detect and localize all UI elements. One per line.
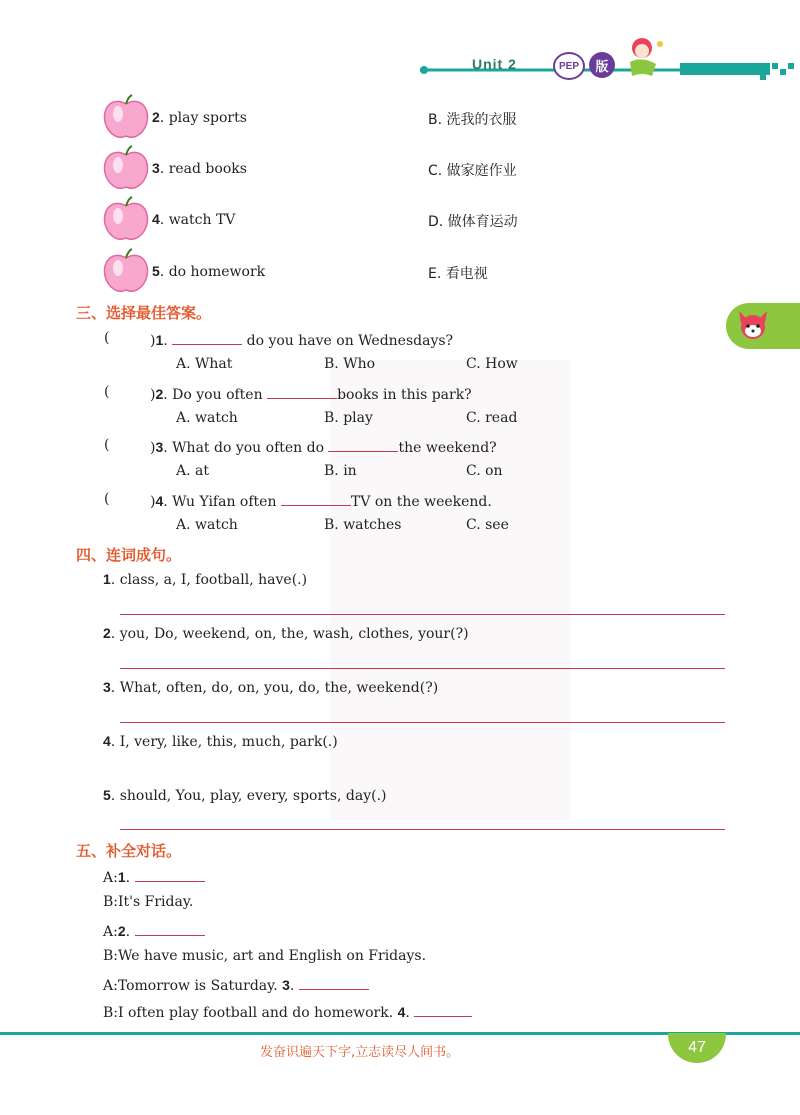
option-choice[interactable]: C. see — [466, 517, 509, 533]
speaker-label: A: — [103, 978, 118, 994]
fill-blank[interactable] — [299, 975, 369, 990]
fill-blank[interactable] — [414, 1002, 472, 1017]
item-number: 5 — [152, 263, 160, 279]
fill-blank[interactable] — [281, 491, 351, 506]
dialogue-line — [103, 921, 205, 940]
dialogue-line — [103, 894, 193, 910]
option-choice[interactable]: B. Who — [324, 356, 376, 372]
item-number: 3 — [152, 160, 160, 176]
question-text-after: books in this park? — [337, 387, 472, 403]
answer-paren-close: ) — [150, 333, 156, 349]
item-number: 3 — [103, 679, 111, 695]
answer-paren-close: ) — [150, 440, 156, 456]
question-number: 2 — [155, 386, 164, 402]
item-number: 2 — [152, 109, 160, 125]
answer-paren-close: ) — [150, 387, 156, 403]
question-text-before: . Do you often — [163, 387, 268, 403]
matching-answer: B. 洗我的衣服 — [428, 112, 517, 128]
answer-paren-open: ( — [104, 491, 110, 507]
sentence-item — [103, 787, 386, 804]
answer-paren-close: ) — [150, 494, 156, 510]
blank-number: 2 — [117, 923, 126, 939]
question-line — [150, 384, 472, 403]
matching-item — [152, 109, 247, 126]
apple-icon — [102, 248, 150, 294]
apple-icon — [102, 196, 150, 242]
sentence-item — [103, 733, 338, 750]
item-text: . do homework — [159, 264, 266, 280]
answer-writing-line[interactable] — [120, 829, 725, 830]
option-choice[interactable]: A. at — [176, 463, 209, 479]
option-choice[interactable]: C. read — [466, 410, 518, 426]
item-text: . watch TV — [159, 212, 236, 228]
question-line — [150, 330, 453, 349]
dialogue-text: Tomorrow is Saturday. — [117, 978, 283, 994]
apple-icon — [102, 145, 150, 191]
question-text-before: . What do you often do — [163, 440, 329, 456]
option-choice[interactable]: B. in — [324, 463, 357, 479]
answer-paren-open: ( — [104, 384, 110, 400]
edition-badge: 版 — [589, 52, 615, 78]
speaker-label: B: — [103, 1005, 119, 1021]
item-number: 2 — [103, 625, 111, 641]
item-number: 4 — [103, 733, 111, 749]
pep-badge: PEP — [553, 52, 585, 80]
blank-number: 1 — [117, 869, 126, 885]
question-line — [150, 437, 497, 456]
dialogue-text: It's Friday. — [118, 894, 194, 910]
option-choice[interactable]: A. watch — [176, 410, 238, 426]
matching-item — [152, 211, 235, 228]
dialogue-text: . — [125, 870, 135, 886]
item-number: 1 — [103, 571, 111, 587]
scrambled-words: . should, You, play, every, sports, day(.) — [110, 788, 387, 804]
option-choice[interactable]: B. play — [324, 410, 373, 426]
fill-blank[interactable] — [135, 921, 205, 936]
option-choice[interactable]: C. How — [466, 356, 518, 372]
cartoon-girl-icon — [620, 34, 670, 80]
fill-blank[interactable] — [135, 867, 205, 882]
question-number: 3 — [155, 439, 164, 455]
question-number: 4 — [155, 493, 164, 509]
answer-writing-line[interactable] — [120, 668, 725, 669]
speaker-label: B: — [103, 948, 119, 964]
footer-motto: 发奋识遍天下字,立志读尽人间书。 — [260, 1045, 460, 1060]
sentence-item — [103, 625, 469, 642]
question-text-before: . Wu Yifan often — [163, 494, 281, 510]
speaker-label: A: — [103, 924, 118, 940]
option-choice[interactable]: A. watch — [176, 517, 238, 533]
option-choice[interactable]: C. on — [466, 463, 503, 479]
matching-answer: E. 看电视 — [428, 266, 488, 282]
dialogue-line: A:Tomorrow is Saturday. 3. — [103, 975, 369, 994]
sentence-item — [103, 571, 307, 588]
unit-label: Unit 2 — [472, 56, 517, 72]
answer-paren-open: ( — [104, 330, 110, 346]
question-text-after: do you have on Wednesdays? — [242, 333, 454, 349]
section-5-title: 五、补全对话。 — [76, 842, 182, 860]
section-4-title: 四、连词成句。 — [76, 546, 182, 564]
question-text-after: the weekend? — [398, 440, 497, 456]
item-number: 4 — [152, 211, 160, 227]
blank-number: 3 — [282, 977, 290, 993]
dialogue-line — [103, 948, 426, 964]
matching-item — [152, 263, 265, 280]
speaker-label: A: — [103, 870, 118, 886]
answer-writing-line[interactable] — [120, 614, 725, 615]
section-3-title: 三、选择最佳答案。 — [76, 304, 212, 322]
dialogue-line: B:I often play football and do homework. 4. — [103, 1002, 472, 1021]
dialogue-text: We have music, art and English on Fridays. — [118, 948, 427, 964]
sentence-item — [103, 679, 438, 696]
question-line — [150, 491, 492, 510]
fill-blank[interactable] — [172, 330, 242, 345]
question-text-after: TV on the weekend. — [350, 494, 492, 510]
watermark — [330, 360, 570, 820]
question-number: 1 — [155, 332, 164, 348]
option-choice[interactable]: B. watches — [324, 517, 402, 533]
dialogue-line — [103, 867, 205, 886]
matching-answer: D. 做体育运动 — [428, 214, 518, 230]
item-text: . play sports — [159, 110, 247, 126]
fill-blank[interactable] — [267, 384, 337, 399]
fill-blank[interactable] — [328, 437, 398, 452]
scrambled-words: . What, often, do, on, you, do, the, weekend(?) — [110, 680, 439, 696]
item-text: . read books — [159, 161, 247, 177]
answer-paren-open: ( — [104, 437, 110, 453]
option-choice[interactable]: A. What — [176, 356, 233, 372]
scrambled-words: . I, very, like, this, much, park(.) — [110, 734, 338, 750]
question-text-before: . — [163, 333, 173, 349]
matching-answer: C. 做家庭作业 — [428, 163, 517, 179]
apple-icon — [102, 94, 150, 140]
header-banner — [0, 58, 800, 84]
fox-mascot-icon — [735, 307, 771, 345]
scrambled-words: . class, a, I, football, have(.) — [110, 572, 308, 588]
page-number: 47 — [668, 1033, 726, 1063]
answer-writing-line[interactable] — [120, 722, 725, 723]
speaker-label: B: — [103, 894, 119, 910]
blank-number: 4 — [397, 1004, 406, 1020]
item-number: 5 — [103, 787, 111, 803]
matching-item — [152, 160, 247, 177]
scrambled-words: . you, Do, weekend, on, the, wash, clothes, your(?) — [110, 626, 469, 642]
dialogue-text: . — [125, 924, 135, 940]
dialogue-text: I often play football and do homework. — [118, 1005, 398, 1021]
